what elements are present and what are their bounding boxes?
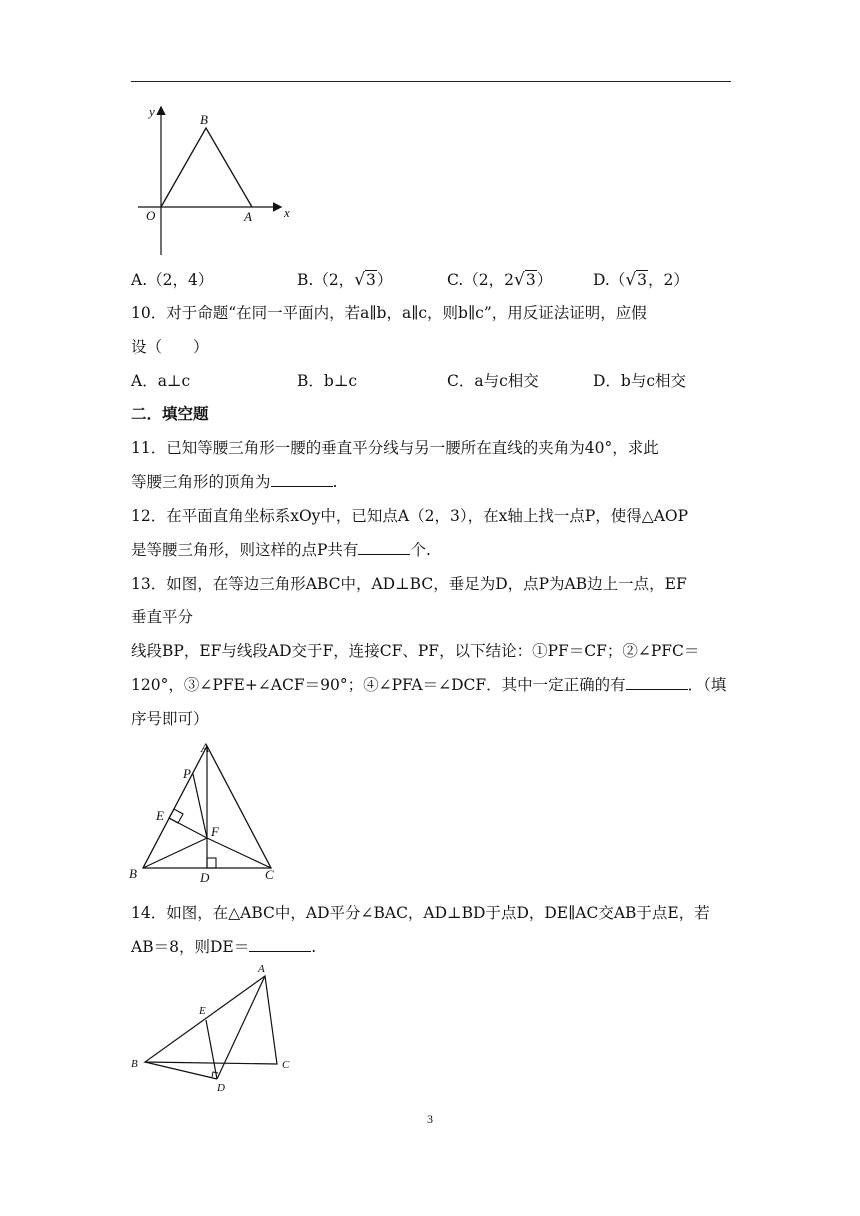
answer-blank <box>249 937 311 952</box>
label-c: C <box>282 1059 290 1071</box>
label-a: A <box>201 740 209 755</box>
radicand: 3 <box>525 271 536 289</box>
q10-option-a: A．a⊥c <box>131 372 191 390</box>
q12-line2-pre: 是等腰三角形，则这样的点P共有 <box>131 541 359 559</box>
answer-blank <box>626 675 688 690</box>
sqrt-symbol: √3 <box>513 270 536 290</box>
q9-option-d-post: ，2） <box>648 271 689 289</box>
q11-line2-post: . <box>332 473 338 491</box>
right-angle-d <box>207 858 216 868</box>
label-a: A <box>258 963 265 975</box>
radicand: 3 <box>366 271 376 289</box>
triangle-oab <box>161 128 252 207</box>
q9-option-c <box>447 270 552 290</box>
q14-line1: 14．如图，在△ABC中，AD平分∠BAC，AD⊥BD于点D，DE∥AC交AB于点E，若 <box>131 904 710 922</box>
section-heading: 二．填空题 <box>131 404 209 423</box>
q13-line4-pre: 120°，③∠PFE+∠ACF＝90°；④∠PFA＝∠DCF．其中一定正确的有 <box>131 676 626 694</box>
q13-line4 <box>131 675 726 695</box>
label-p: P <box>183 766 191 781</box>
sqrt-symbol: √3 <box>354 270 376 290</box>
q13-line3: 线段BP，EF与线段AD交于F，连接CF、PF，以下结论：①PF＝CF；②∠PFC＝ <box>131 642 700 660</box>
q10-option-c: C．a与c相交 <box>447 372 539 390</box>
segment-cf <box>207 838 271 868</box>
q9-option-b <box>297 270 392 290</box>
segment-bf <box>143 838 207 868</box>
q9-option-a: A.（2，4） <box>131 271 214 289</box>
q10-line2: 设（ ） <box>131 338 209 356</box>
label-o: O <box>146 208 156 223</box>
label-b: B <box>129 866 137 881</box>
q14-line2-post: . <box>311 938 317 956</box>
q9-option-d <box>593 270 689 290</box>
q12-line2 <box>131 540 431 560</box>
q13-line2: 垂直平分 <box>131 608 194 626</box>
q10-option-d: D．b与c相交 <box>593 372 687 390</box>
q11-line1: 11．已知等腰三角形一腰的垂直平分线与另一腰所在直线的夹角为40°，求此 <box>131 439 659 457</box>
label-d: D <box>217 1082 225 1094</box>
q10-option-b: B．b⊥c <box>297 372 358 390</box>
q10-line1: 10．对于命题“在同一平面内，若a∥b，a∥c，则b∥c”，用反证法证明，应假 <box>131 304 647 322</box>
q9-option-b-pre: B.（2， <box>297 271 355 289</box>
radicand: 3 <box>637 271 648 289</box>
label-b: B <box>200 112 208 127</box>
label-y: y <box>149 104 155 119</box>
q14-line2-pre: AB＝8，则DE＝ <box>131 938 250 956</box>
answer-blank <box>271 472 333 487</box>
q9-option-c-pre: C.（2，2 <box>447 271 514 289</box>
q9-option-d-pre: D.（ <box>593 271 626 289</box>
label-d: D <box>200 870 210 885</box>
q12-line1: 12．在平面直角坐标系xOy中，已知点A（2，3），在x轴上找一点P，使得△AOP <box>131 507 689 525</box>
q13-line4-post: ．（填 <box>687 676 727 694</box>
header-rule <box>131 81 731 82</box>
page-number: 3 <box>427 1112 433 1126</box>
sqrt-symbol: √3 <box>625 270 648 290</box>
label-e: E <box>156 808 164 823</box>
q11-line2 <box>131 472 337 492</box>
label-a: A <box>244 209 252 224</box>
q13-line5: 序号即可） <box>131 710 209 728</box>
label-f: F <box>211 824 219 839</box>
q9-option-c-post: ） <box>536 271 553 289</box>
triangle-abc <box>145 976 277 1064</box>
figure-q13-equilateral-triangle <box>125 738 285 884</box>
q9-option-b-post: ） <box>376 271 393 289</box>
figure-q9-coordinate-triangle <box>130 100 300 260</box>
label-x: x <box>284 205 290 220</box>
right-angle-d <box>212 1072 218 1077</box>
right-angle-e <box>169 809 183 823</box>
q13-line1: 13．如图，在等边三角形ABC中，AD⊥BC，垂足为D，点P为AB边上一点，EF <box>131 575 687 593</box>
answer-blank <box>358 540 410 555</box>
segment-bd <box>145 1062 217 1079</box>
label-b: B <box>131 1058 138 1070</box>
segment-de <box>206 1020 217 1079</box>
q12-line2-post: 个. <box>410 541 431 559</box>
segment-pf <box>193 774 207 838</box>
q11-line2-pre: 等腰三角形的顶角为 <box>131 473 271 491</box>
figure-q14-triangle <box>125 960 305 1100</box>
label-c: C <box>265 867 274 882</box>
label-e: E <box>199 1005 206 1017</box>
q14-line2 <box>131 937 316 957</box>
